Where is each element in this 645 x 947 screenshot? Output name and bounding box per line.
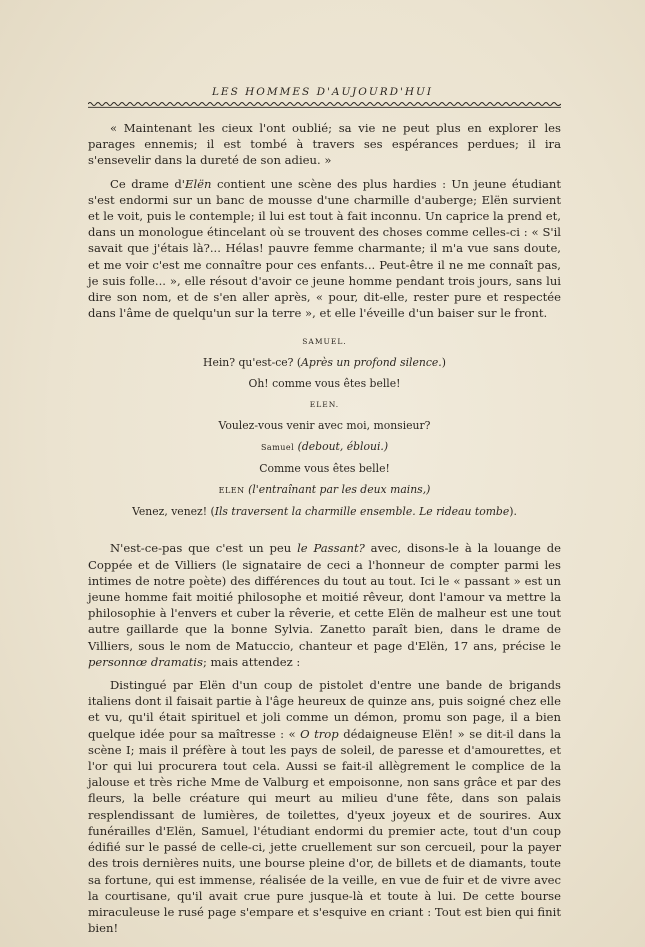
speaker-elen: ELEN	[218, 486, 245, 496]
paragraph-drame: Ce drame d'Elën contient une scène des plus hardies : Un jeune étudiant s'est endormi sur un banc de mousse d'une charmille d'auberge; Elën survient et le voit, puis le contemple; il lui est tout à fait inconnu. Un caprice la prend et, dans un monologue étincelant où se trouvent des choses comme celles-ci : « S'il savait que j'étais là?... Hélas! pauvre femme charmante; il m'a vue sans doute, et me voir c'est me connaître pour ces enfants... Peut-être il ne me connaît pas, je suis folle... », elle résout d'avoir ce jeune homme pendant trois jours, sans lui dire son nom, et de s'en aller après, « pour, dit-elle, rester pure et respectée dans l'âme de quelqu'un sur la terre », et elle l'éveille d'un baiser sur le front.	[88, 176, 561, 321]
dialogue-line: Comme vous êtes belle!	[259, 462, 390, 476]
paragraph-quote: « Maintenant les cieux l'ont oublié; sa vie ne peut plus en explorer les parages ennemis; il est tombé à travers ses espérances perdues; il ira s'ensevelir dans la dureté de son adieu. »	[88, 121, 561, 168]
dialogue-line: ELEN (l'entraînant par les deux mains,)	[218, 483, 431, 497]
dialogue-line: Samuel (debout, ébloui.)	[260, 440, 389, 454]
dialogue-line: Hein? qu'est-ce? (Après un profond silence.)	[203, 356, 446, 370]
play-title: le Passant?	[297, 541, 365, 556]
paragraph-passant: N'est-ce-pas que c'est un peu le Passant? avec, disons-le à la louange de Coppée et de Villiers (le signataire de ceci a l'honneur de compter parmi les intimes de notre poète) des différences du tout au tout. Ici le « passant » est un jeune homme fait moitié philosophe et moitié rêveur, dont l'amour va mettre la philosophie à l'envers et cuber la rêverie, et cette Elën de malheur est une tout autre gaillarde que la bonne Sylvia. Zanetto paraît bien, dans le drame de Villiers, sous le nom de Matuccio, chanteur et page d'Elën, 17 ans, précise le personnœ dramatis; mais attendez :	[88, 541, 561, 669]
speaker-elen: ELEN.	[309, 400, 340, 410]
dialogue-line: Voulez-vous venir avec moi, monsieur?	[218, 419, 431, 433]
speaker-samuel: SAMUEL.	[302, 337, 347, 347]
running-header: LES HOMMES D'AUJOURD'HUI	[211, 86, 434, 98]
header-rule	[88, 100, 561, 108]
play-title: Elën	[185, 176, 212, 191]
dialogue-excerpt	[88, 335, 561, 518]
article-body	[88, 120, 561, 943]
dialogue-line: Oh! comme vous êtes belle!	[248, 377, 401, 391]
paragraph-distingue: Distingué par Elën d'un coup de pistolet d'entre une bande de brigands italiens dont il faisait partie à l'âge heureux de quinze ans, puis soigné chez elle et vu, qu'il était spirituel et joli comme un démon, promu son page, il a bien quelque idée pour sa maîtresse : « O trop dédaigneuse Elën! » se dit-il dans la scène I; mais il préfère à tout les pays de soleil, de paresse et d'amourettes, et l'or qui lui procurera tout cela. Aussi se fait-il allègrement le complice de la jalouse et très riche Mme de Valburg et empoisonne, non sans grâce et par des fleurs, la belle créature qui meurt au milieu d'une fête, dans son palais resplendissant de lumières, de toilettes, d'yeux joyeux et de sourires. Aux funérailles d'Elën, Samuel, l'étudiant endormi du premier acte, tout d'un coup édifié sur le passé de celle-ci, jette cruellement sur son cercueil, pour la payer des trois dernières nuits, une bourse pleine d'or, de billets et de diamants, toute sa fortune, qui est immense, réalisée de la veille, en vue de fuir et de vivre avec la courtisane, qu'il avait crue pure jusque-là et toute à lui. De cette bourse miraculeuse le rusé page s'empare et s'esquive en criant : Tout est bien qui finit bien!	[88, 678, 561, 936]
dialogue-line: Venez, venez! (Ils traversent la charmille ensemble. Le rideau tombe).	[132, 505, 517, 519]
speaker-samuel: Samuel	[260, 443, 295, 453]
